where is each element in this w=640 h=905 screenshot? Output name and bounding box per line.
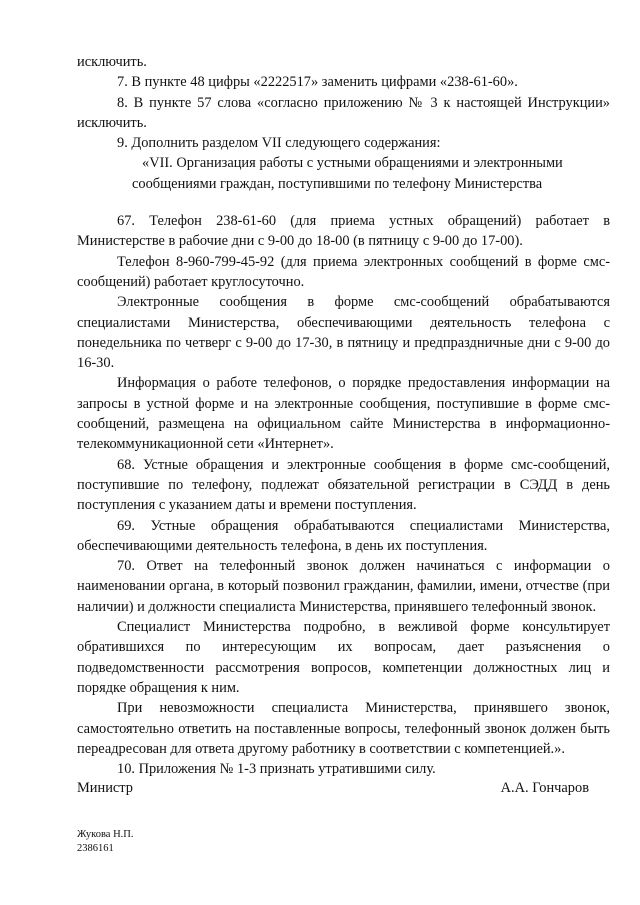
section-title: «VII. Организация работы с устными обращениями и электронными сообщениями граждан, поступившими по телефону Министерства [132, 155, 563, 192]
paragraph: 7. В пункте 48 цифры «2222517» заменить цифрами «238-61-60». [117, 74, 518, 91]
signer-name: А.А. Гончаров [500, 780, 589, 796]
paragraph: 69. Устные обращения обрабатываются специалистами Министерства, обеспечивающими деятельность телефона, в день их поступления. [77, 517, 610, 554]
document-body [77, 52, 610, 779]
spacer [77, 194, 610, 211]
paragraph: 9. Дополнить разделом VII следующего содержания: [117, 135, 441, 152]
paragraph: 70. Ответ на телефонный звонок должен начинаться с информации о наименовании органа, в который позвонил гражданин, фамилии, имени, отчестве (при наличии) и должности специалиста Министерства, принявшего телефонный звонок. [77, 558, 610, 615]
signer-position: Министр [77, 780, 133, 796]
paragraph: При невозможности специалиста Министерства, принявшего звонок, самостоятельно ответить на поставленные вопросы, телефонный звонок должен быть переадресован для ответа другому работнику в соответствии с компетенцией.». [77, 700, 610, 757]
executor-name: Жукова Н.П. [77, 829, 134, 840]
paragraph: Информация о работе телефонов, о порядке предоставления информации на запросы в устной форме и на электронные сообщения, поступившие в форме смс-сообщений, размещена на официальном сайте Министерства в информационно-телекоммуникационной сети «Интернет». [77, 375, 610, 453]
paragraph: 68. Устные обращения и электронные сообщения в форме смс-сообщений, поступившие по телефону, подлежат обязательной регистрации в СЭДД в день поступления с указанием даты и времени поступления. [77, 456, 610, 514]
paragraph: Специалист Министерства подробно, в вежливой форме консультирует обратившихся по интересующим их вопросам, дает разъяснения о подведомственности рассмотрения вопросов, компетенции должностных лиц и порядке обращения к ним. [77, 619, 610, 696]
executor-footer [77, 828, 133, 856]
paragraph: 10. Приложения № 1-3 признать утратившими силу. [117, 761, 436, 778]
signature-block [77, 778, 589, 798]
paragraph: 8. В пункте 57 слова «согласно приложению № 3 к настоящей Инструкции» исключить. [77, 94, 610, 131]
paragraph: исключить. [77, 54, 147, 70]
paragraph: Электронные сообщения в форме смс-сообщений обрабатываются специалистами Министерства, обеспечивающими деятельность телефона с понедельника по четверг с 9-00 до 17-30, в пятницу и предпраздничные дни с 9-00 до 16-30. [77, 294, 610, 372]
paragraph: Телефон 8-960-799-45-92 (для приема электронных сообщений в форме смс-сообщений) работает круглосуточно. [77, 253, 610, 290]
paragraph: 67. Телефон 238-61-60 (для приема устных обращений) работает в Министерстве в рабочие дни с 9-00 до 18-00 (в пятницу с 9-00 до 17-00). [77, 213, 610, 250]
executor-phone: 2386161 [77, 843, 114, 854]
